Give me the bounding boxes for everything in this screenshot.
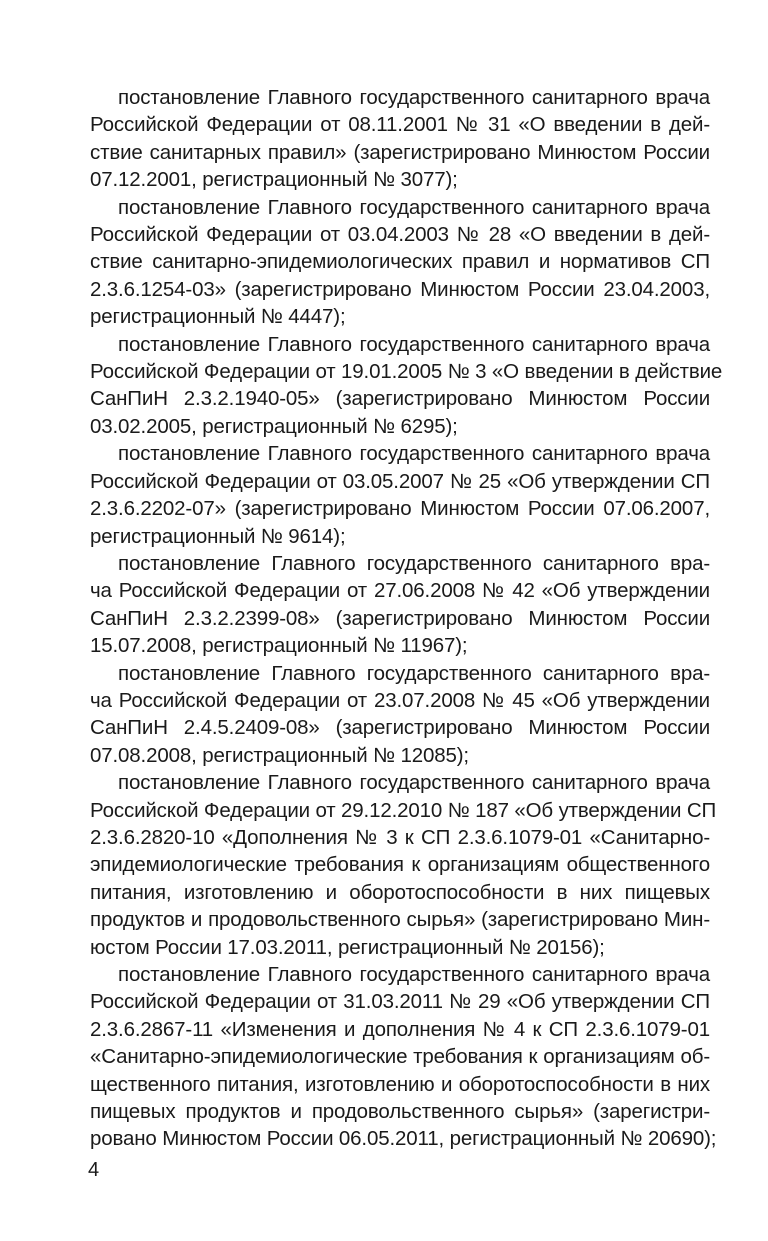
text-line: Российской Федерации от 08.11.2001 № 31 «О введении в дей- <box>90 113 710 137</box>
text-line: регистрационный № 9614); <box>90 524 346 548</box>
text-line: постановление Главного государственного санитарного врача <box>118 86 710 109</box>
text-line: постановление Главного государственного санитарного врача <box>118 963 710 986</box>
text-line: Российской Федерации от 31.03.2011 № 29 «Об утверждении СП <box>90 990 710 1014</box>
paragraph-5 <box>90 550 710 660</box>
text-line: 07.12.2001, регистрационный № 3077); <box>90 168 458 192</box>
paragraph-8 <box>90 961 717 1153</box>
text-line: постановление Главного государственного санитарного врача <box>118 771 710 795</box>
paragraph-4 <box>90 440 710 550</box>
document-body <box>90 84 723 1153</box>
text-line: постановление Главного государственного санитарного врача <box>118 195 710 219</box>
text-line: постановление Главного государственного санитарного вра- <box>118 661 710 685</box>
text-line: регистрационный № 4447); <box>90 305 346 329</box>
text-line: ствие санитарных правил» (зарегистрировано Минюстом России <box>90 140 710 164</box>
text-line: 2.3.6.2202-07» (зарегистрировано Минюстом России 07.06.2007, <box>90 497 710 521</box>
text-line: продуктов и продовольственного сырья» (зарегистрировано Мин- <box>90 908 710 932</box>
text-line: ча Российской Федерации от 23.07.2008 № 45 «Об утверждении <box>90 688 710 712</box>
paragraph-3 <box>90 331 723 441</box>
text-line: ча Российской Федерации от 27.06.2008 № 42 «Об утверждении <box>90 579 710 603</box>
text-line: СанПиН 2.4.5.2409-08» (зарегистрировано Минюстом России <box>90 716 710 740</box>
text-line: щественного питания, изготовлению и оборотоспособности в них <box>90 1072 710 1096</box>
text-line: СанПиН 2.3.2.2399-08» (зарегистрировано Минюстом России <box>90 606 710 630</box>
text-line: питания, изготовлению и оборотоспособности в них пищевых <box>90 880 710 904</box>
paragraph-7 <box>90 769 717 961</box>
text-line: 03.02.2005, регистрационный № 6295); <box>90 414 458 438</box>
paragraph-6 <box>90 660 710 770</box>
text-line: 2.3.6.2867-11 «Изменения и дополнения № 4 к СП 2.3.6.1079-01 <box>90 1017 710 1041</box>
paragraph-1 <box>90 84 710 194</box>
text-line: 2.3.6.2820-10 «Дополнения № 3 к СП 2.3.6.1079-01 «Санитарно- <box>90 825 710 849</box>
text-line: эпидемиологические требования к организациям общественного <box>90 853 710 877</box>
text-line: постановление Главного государственного санитарного врача <box>118 332 710 356</box>
text-line: СанПиН 2.3.2.1940-05» (зарегистрировано Минюстом России <box>90 387 710 411</box>
text-line: Российской Федерации от 29.12.2010 № 187 «Об утверждении СП <box>90 798 717 822</box>
text-line: 2.3.6.1254-03» (зарегистрировано Минюстом России 23.04.2003, <box>90 277 710 301</box>
text-line: постановление Главного государственного санитарного вра- <box>118 551 710 575</box>
text-line: ровано Минюстом России 06.05.2011, регистрационный № 20690); <box>90 1127 717 1151</box>
text-line: 07.08.2008, регистрационный № 12085); <box>90 743 469 767</box>
text-line: постановление Главного государственного санитарного врача <box>118 442 710 466</box>
text-line: «Санитарно-эпидемиологические требования к организациям об- <box>90 1045 710 1069</box>
text-line: Российской Федерации от 19.01.2005 № 3 «О введении в действие <box>90 360 723 384</box>
text-line: Российской Федерации от 03.04.2003 № 28 «О введении в дей- <box>90 223 710 247</box>
text-line: Российской Федерации от 03.05.2007 № 25 «Об утверждении СП <box>90 469 710 493</box>
text-line: пищевых продуктов и продовольственного сырья» (зарегистри- <box>90 1100 710 1124</box>
page-number: 4 <box>88 1159 100 1181</box>
text-line: 15.07.2008, регистрационный № 11967); <box>90 634 468 658</box>
text-line: ствие санитарно-эпидемиологических правил и нормативов СП <box>90 250 710 274</box>
paragraph-2 <box>90 194 710 331</box>
text-line: юстом России 17.03.2011, регистрационный № 20156); <box>90 935 605 959</box>
